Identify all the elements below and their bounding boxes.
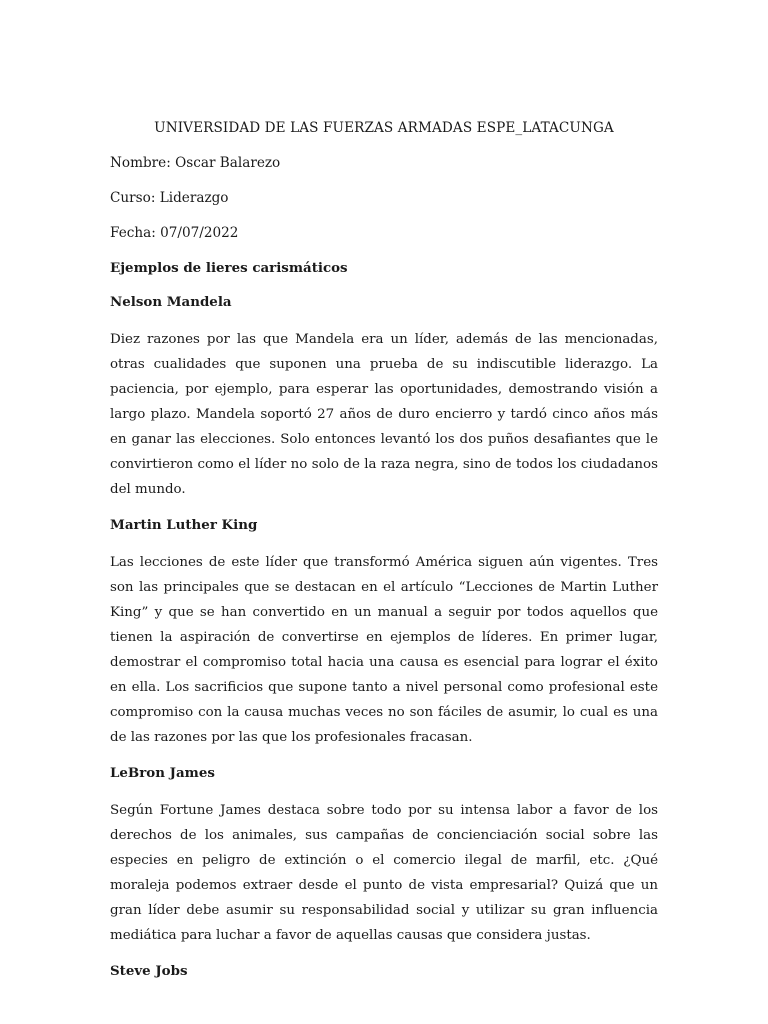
- section-title-lebron: LeBron James: [110, 765, 215, 781]
- section-title-jobs: Steve Jobs: [110, 963, 188, 979]
- name-line: Nombre: Oscar Balarezo: [110, 155, 281, 171]
- university-title: UNIVERSIDAD DE LAS FUERZAS ARMADAS ESPE_LATACUNGA: [154, 120, 614, 136]
- document-content: [110, 120, 658, 996]
- section-title-mlk: Martin Luther King: [110, 517, 258, 533]
- main-heading: Ejemplos de lieres carismáticos: [110, 260, 348, 276]
- section-title-mandela: Nelson Mandela: [110, 294, 232, 310]
- section-body-mandela: Diez razones por las que Mandela era un líder, además de las mencionadas, otras cualidades que suponen una prueba de su indiscutible liderazgo. La paciencia, por ejemplo, para esperar las oportunidades, demostrando visión a largo plazo. Mandela soportó 27 años de duro encierro y tardó cinco años más en ganar las elecciones. Solo entonces levantó los dos puños desafiantes que le convirtieron como el líder no solo de la raza negra, sino de todos los ciudadanos del mundo.: [110, 332, 658, 497]
- section-body-mlk: Las lecciones de este líder que transformó América siguen aún vigentes. Tres son las principales que se destacan en el artículo “Lecciones de Martin Luther King” y que se han convertido en un manual a seguir por todos aquellos que tienen la aspiración de convertirse en ejemplos de líderes. En primer lugar, demostrar el compromiso total hacia una causa es esencial para lograr el éxito en ella. Los sacrificios que supone tanto a nivel personal como profesional este compromiso con la causa muchas veces no son fáciles de asumir, lo cual es una de las razones por las que los profesionales fracasan.: [110, 555, 658, 745]
- course-line: Curso: Liderazgo: [110, 190, 229, 206]
- section-body-lebron: Según Fortune James destaca sobre todo por su intensa labor a favor de los derechos de los animales, sus campañas de concienciación social sobre las especies en peligro de extinción o el comercio ilegal de marfil, etc. ¿Qué moraleja podemos extraer desde el punto de vista empresarial? Quizá que un gran líder debe asumir su responsabilidad social y utilizar su gran influencia mediática para luchar a favor de aquellas causas que considera justas.: [110, 803, 658, 943]
- date-line: Fecha: 07/07/2022: [110, 225, 239, 241]
